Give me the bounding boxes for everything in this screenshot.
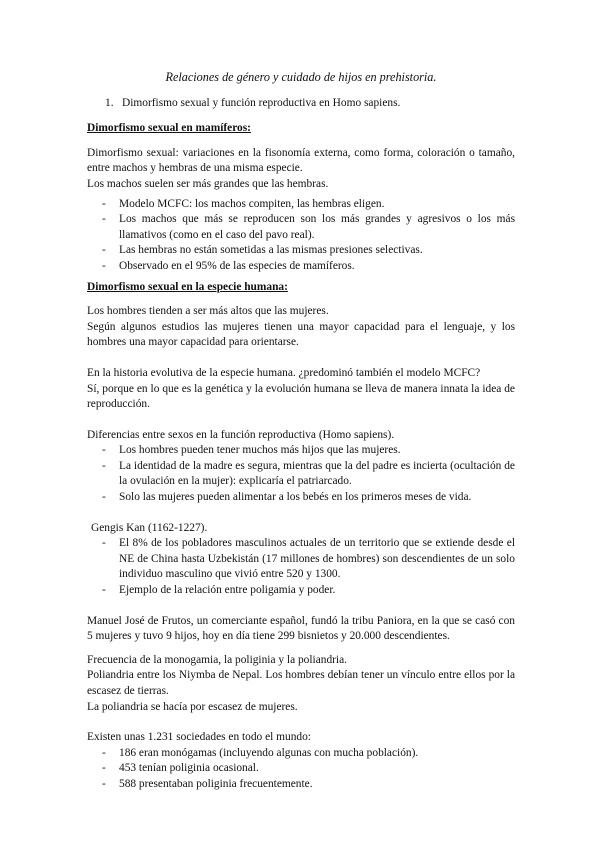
paragraph: Los machos suelen ser más grandes que las hembras.	[87, 177, 329, 190]
list-item: - Los hombres pueden tener muchos más hijos que las mujeres.	[87, 443, 515, 459]
dash-bullet: -	[102, 259, 106, 272]
dash-bullet: -	[102, 746, 106, 759]
list-item: - 453 tenían poliginia ocasional.	[87, 761, 515, 777]
dash-bullet: -	[102, 444, 106, 457]
section-number: 1.	[105, 96, 114, 109]
paragraph: Dimorfismo sexual: variaciones en la fisonomía externa, como forma, coloración o tamaño, entre machos y hembras de una misma especie.	[87, 146, 515, 175]
heading-human: Dimorfismo sexual en la especie humana:	[87, 280, 288, 293]
bullet-list-genghis	[87, 536, 515, 598]
paragraph: Sí, porque en lo que es la genética y la evolución humana se lleva de manera innata la idea de reproducción.	[87, 382, 515, 411]
paragraph: Según algunos estudios las mujeres tienen una mayor capacidad para el lenguaje, y los hombres una mayor capacidad para orientarse.	[87, 320, 515, 349]
paragraph: Gengis Kan (1162-1227).	[91, 521, 208, 534]
bullet-list-societies	[87, 746, 515, 793]
document-page	[87, 70, 515, 793]
bullet-list-human	[87, 443, 515, 505]
dash-bullet: -	[102, 459, 106, 472]
dash-bullet: -	[102, 197, 106, 210]
list-item: - 588 presentaban poliginia frecuentemente.	[87, 777, 515, 793]
paragraph: En la historia evolutiva de la especie humana. ¿predominó también el modelo MCFC?	[87, 366, 481, 379]
list-item: - El 8% de los pobladores masculinos actuales de un territorio que se extiende desde el NE de China hasta Uzbekistán (17 millones de hombres) son descendientes de un solo individuo masculino que vivió entre 520 y 1300.	[87, 536, 515, 583]
heading-mammals: Dimorfismo sexual en mamíferos:	[87, 122, 251, 135]
bullet-list-mammals	[87, 197, 515, 275]
list-item: - Ejemplo de la relación entre poligamia y poder.	[87, 583, 515, 599]
list-item: - 186 eran monógamas (incluyendo algunas con mucha población).	[87, 746, 515, 762]
section-text: Dimorfismo sexual y función reproductiva en Homo sapiens.	[122, 96, 401, 109]
paragraph: Frecuencia de la monogamia, la poliginia y la poliandria.	[87, 653, 347, 666]
paragraph: La poliandria se hacía por escasez de mujeres.	[87, 700, 298, 713]
dash-bullet: -	[102, 213, 106, 226]
dash-bullet: -	[102, 584, 106, 597]
section-heading-1	[87, 96, 515, 112]
dash-bullet: -	[102, 537, 106, 550]
document-title: Relaciones de género y cuidado de hijos en prehistoria.	[165, 70, 437, 84]
paragraph: Existen unas 1.231 sociedades en todo el mundo:	[87, 731, 311, 744]
list-item: - La identidad de la madre es segura, mientras que la del padre es incierta (ocultación de la ovulación en la mujer): explicaría el patriarcado.	[87, 459, 515, 490]
list-item: - Solo las mujeres pueden alimentar a los bebés en los primeros meses de vida.	[87, 490, 515, 506]
list-item: - Las hembras no están sometidas a las mismas presiones selectivas.	[87, 243, 515, 259]
list-item: - Observado en el 95% de las especies de mamíferos.	[87, 259, 515, 275]
paragraph: Poliandria entre los Niymba de Nepal. Los hombres debían tener un vínculo entre ellos por la escasez de tierras.	[87, 669, 515, 697]
paragraph: Manuel José de Frutos, un comerciante español, fundó la tribu Paniora, en la que se casó con 5 mujeres y tuvo 9 hijos, hoy en día tiene 299 bisnietos y 20.000 descendientes.	[87, 614, 515, 643]
dash-bullet: -	[102, 244, 106, 257]
dash-bullet: -	[102, 762, 106, 775]
paragraph: Diferencias entre sexos en la función reproductiva (Homo sapiens).	[87, 428, 395, 441]
list-item: - Modelo MCFC: los machos compiten, las hembras eligen.	[87, 197, 515, 213]
dash-bullet: -	[102, 777, 106, 790]
paragraph: Los hombres tienden a ser más altos que las mujeres.	[87, 305, 329, 318]
dash-bullet: -	[102, 491, 106, 504]
list-item: - Los machos que más se reproducen son los más grandes y agresivos o los más llamativos (como en el caso del pavo real).	[87, 212, 515, 243]
